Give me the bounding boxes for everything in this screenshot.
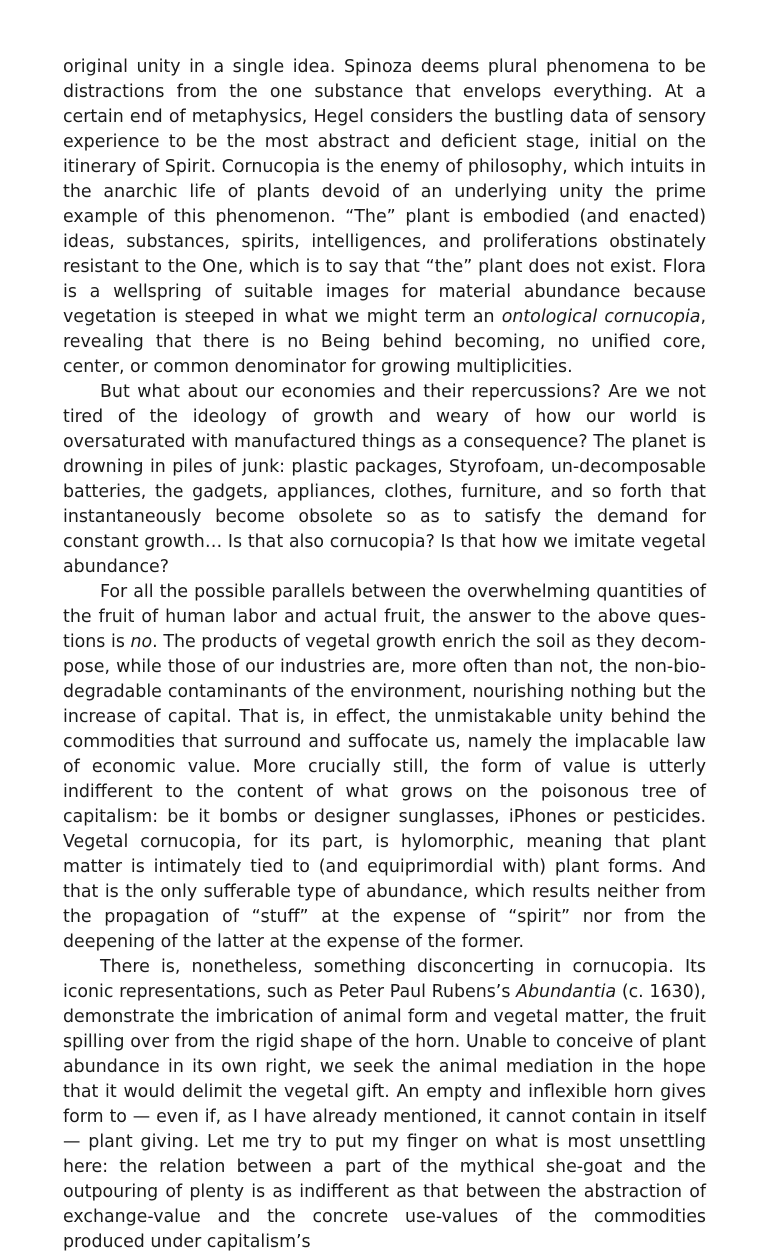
text-run: original unity in a single idea. Spinoza deems plural phenomena to be distractions from the one substance that envelops everything. At a certain end of metaphysics, Hegel considers the bustling data of sensory experience to be the most abstract and deficient stage, initial on the itinerary of Spirit. Cornucopia is the enemy of philosophy, which intuits in the anarchic life of plants devoid of an underlying unity the prime example of this phenomenon. “The” plant is embodied (and enacted) ideas, substances, spirits, intelligences, and proliferations obstinately resistant to the One, which is to say that “the” plant does not exist. Flora is a wellspring of suitable images for material abundance because vegetation is steeped in what we might term an [63,57,706,327]
italic-title: Abundantia [516,982,617,1002]
text-run: For all the possible parallels between the overwhelming quantities of the fruit of human labor and actual fruit, the answer to the above questions is [63,582,706,652]
page-body [63,55,706,1255]
paragraph-4 [63,955,706,1255]
text-run: But what about our economies and their repercussions? Are we not tired of the ideology of growth and weary of how our world is oversaturated with manufactured things as a consequence? The planet is drowning in piles of junk: plastic packages, Styrofoam, un-decomposable batteries, the gadgets, appliances, clothes, furniture, and so forth that instantaneously become obsolete so as to satisfy the demand for constant growth… Is that also cornucopia? Is that how we imitate vegetal abundance? [63,382,706,577]
italic-term: no [130,632,153,652]
text-run: . The products of vegetal growth enrich the soil as they decompose, while those of our industries are, more often than not, the non-biodegradable contaminants of the environment, nourishing nothing but the increase of capital. That is, in effect, the unmistakable unity behind the commodities that surround and suffocate us, namely the implacable law of economic value. More crucially still, the form of value is utterly indifferent to the content of what grows on the poisonous tree of capitalism: be it bombs or designer sunglasses, iPhones or pesticides. Vegetal cornucopia, for its part, is hylomorphic, meaning that plant matter is intimately tied to (and equiprimordial with) plant forms. And that is the only sufferable type of abundance, which results neither from the propagation of “stuff” at the expense of “spirit” nor from the deepening of the latter at the expense of the former. [63,632,706,952]
paragraph-1 [63,55,706,380]
text-run: There is, nonetheless, something disconcerting in cornucopia. Its iconic representations, such as Peter Paul Rubens’s [63,957,706,1002]
text-run: , revealing that there is no Being behind becoming, no unified core, center, or common denominator for growing multiplicities. [63,307,706,377]
italic-term: ontological cornucopia [501,307,701,327]
paragraph-2 [63,380,706,580]
text-run: (c. 1630), demonstrate the imbrication of animal form and vegetal matter, the fruit spilling over from the rigid shape of the horn. Unable to conceive of plant abundance in its own right, we seek the animal mediation in the hope that it would delimit the vegetal gift. An empty and inflexible horn gives form to — even if, as I have already mentioned, it cannot contain in itself — plant giving. Let me try to put my finger on what is most unsettling here: the relation between a part of the mythical she-goat and the outpouring of plenty is as indifferent as that between the abstraction of exchange-value and the concrete use-values of the commodities produced under capitalism’s [63,982,706,1252]
paragraph-3 [63,580,706,955]
